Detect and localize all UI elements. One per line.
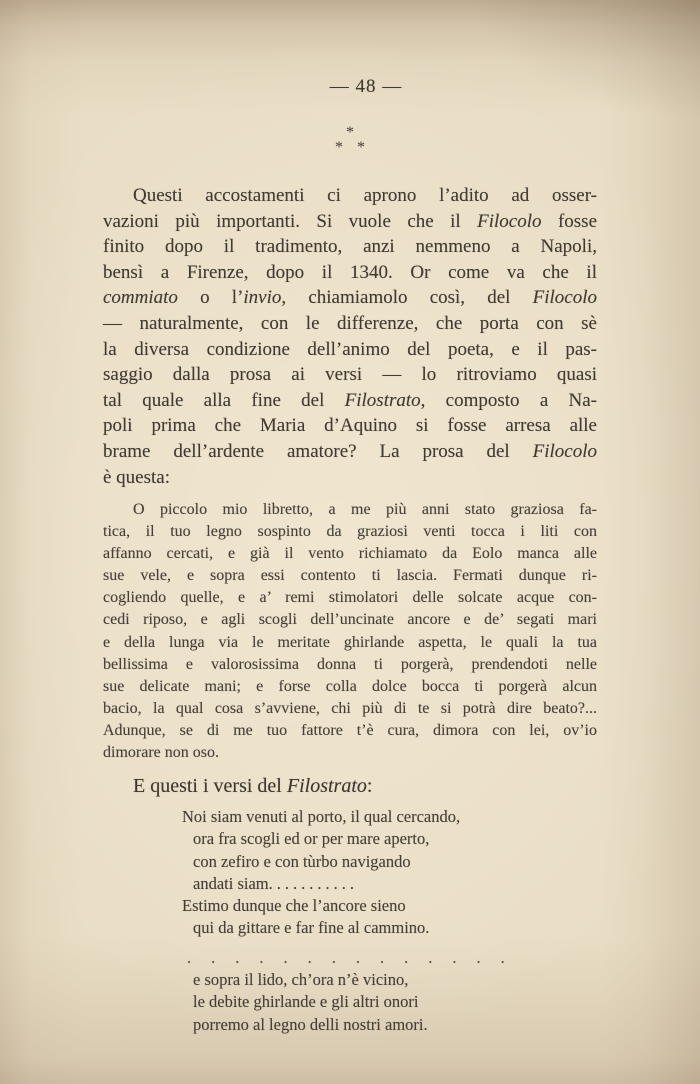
text-line xyxy=(193,917,597,939)
text-line xyxy=(187,940,597,969)
italic-term: Filocolo xyxy=(532,287,598,309)
text-segment: fosse xyxy=(541,210,597,232)
text-segment: Estimo dunque che l’ancore sieno xyxy=(182,896,406,916)
text-segment: e della lunga via le meritate ghirlande aspetta, le quali la tua xyxy=(103,633,597,651)
italic-term: Filocolo xyxy=(477,210,542,232)
text-segment: porremo al legno delli nostri amori. xyxy=(193,1014,428,1034)
text-segment: cogliendo quelle, e a’ remi stimolatori delle solcate acque con- xyxy=(103,589,597,607)
text-line xyxy=(103,742,597,764)
text-line xyxy=(103,439,597,465)
text-segment: la diversa condizione dell’animo del poeta, e il pas- xyxy=(103,338,597,360)
text-segment: tal quale alla fine del xyxy=(103,389,345,411)
text-line xyxy=(103,362,597,388)
text-segment: è questa: xyxy=(103,466,171,488)
italic-term: invio xyxy=(243,287,282,309)
text-line xyxy=(103,499,597,521)
italic-term: Filostrato xyxy=(344,389,421,411)
text-line xyxy=(103,720,597,742)
text-segment: O piccolo mio libretto, a me più anni stato graziosa fa- xyxy=(133,501,597,518)
text-line xyxy=(103,543,597,565)
text-segment: bensì a Firenze, dopo il 1340. Or come va che il xyxy=(103,261,597,283)
text-segment: , chiamiamolo così, del xyxy=(281,287,533,309)
text-segment: sue vele, e sopra essi contento ti lascia. Fermati dunque ri- xyxy=(103,567,597,585)
text-line xyxy=(103,337,597,363)
text-segment: Adunque, se di me tuo fattore t’è cura, dimora con lei, ov’io xyxy=(103,721,597,739)
text-line xyxy=(103,587,597,609)
text-line xyxy=(193,969,597,991)
text-line xyxy=(103,676,597,698)
text-segment: vazioni più importanti. Si vuole che il xyxy=(103,210,478,232)
text-segment: Noi siam venuti al porto, il qual cercando, xyxy=(182,807,461,826)
text-line xyxy=(193,828,597,850)
text-line xyxy=(193,1014,597,1036)
text-segment: cedi riposo, e agli scogli dell’uncinate ancore e de’ segati mari xyxy=(103,611,597,629)
text-segment: Questi accostamenti ci aprono l’adito ad osser- xyxy=(133,185,597,206)
asterisk-divider-bottom: * * xyxy=(335,139,365,156)
text-line xyxy=(103,698,597,720)
text-line xyxy=(103,413,597,439)
text-line xyxy=(103,388,597,414)
text-line xyxy=(103,234,597,260)
text-segment: saggio dalla prosa ai versi — lo ritroviamo quasi xyxy=(103,364,597,386)
text-segment: qui da gittare e far fine al cammino. xyxy=(193,918,430,938)
text-line xyxy=(193,991,597,1013)
text-line xyxy=(193,873,597,895)
text-line xyxy=(103,654,597,676)
text-segment: , composto a Na- xyxy=(420,389,597,411)
asterisk-divider-top: * xyxy=(346,124,354,141)
text-line xyxy=(103,609,597,631)
text-line xyxy=(103,209,597,235)
text-segment: ora fra scogli ed or per mare aperto, xyxy=(193,829,430,849)
text-segment: brame dell’ardente amatore? La prosa del xyxy=(103,440,533,462)
text-segment: affanno cercati, e già il vento richiamato da Eolo manca alle xyxy=(103,545,597,563)
text-segment: o l’ xyxy=(177,287,244,309)
text-segment: — naturalmente, con le differenze, che porta con sè xyxy=(103,312,597,334)
text-line xyxy=(103,311,597,337)
prose-quote-filocolo xyxy=(103,499,597,764)
text-segment: bacio, la qual cosa s’avviene, chi più di te si potrà dire beato?... xyxy=(103,699,597,717)
text-segment: andati siam xyxy=(193,873,269,893)
text-segment: con zefiro e con tùrbo navigando xyxy=(193,851,411,871)
text-segment: e sopra il lido, ch’ora n’è vicino, xyxy=(193,970,409,990)
text-segment: sue delicate mani; e forse colla dolce bocca ti porgerà alcun xyxy=(103,677,597,695)
text-line xyxy=(103,773,597,799)
italic-term: commiato xyxy=(103,287,178,309)
text-segment: : xyxy=(366,775,373,797)
verse-filostrato xyxy=(103,806,597,1036)
paragraph-intro xyxy=(103,183,597,490)
text-line xyxy=(193,851,597,873)
paragraph-verse-lead xyxy=(103,773,597,799)
text-line xyxy=(103,521,597,543)
text-segment: le debite ghirlande e gli altri onori xyxy=(193,992,419,1012)
text-segment: E questi i versi del xyxy=(133,775,287,797)
text-line xyxy=(103,285,597,311)
ellipsis-dots: ........... xyxy=(268,873,358,893)
italic-term: Filostrato xyxy=(286,775,367,797)
text-segment: bellissima e valorosissima donna ti porgerà, prendendoti nelle xyxy=(103,655,597,673)
text-line xyxy=(103,632,597,654)
text-line xyxy=(103,465,597,491)
ellipsis-dots: .............. xyxy=(187,947,525,967)
text-segment: dimorare non oso. xyxy=(103,744,219,762)
text-line xyxy=(182,895,597,917)
page-number: — 48 — xyxy=(329,76,403,97)
text-segment: tica, il tuo legno sospinto da graziosi venti tocca i liti con xyxy=(103,523,597,541)
text-line xyxy=(103,565,597,587)
text-line xyxy=(182,806,597,828)
text-line xyxy=(103,260,597,286)
text-segment: finito dopo il tradimento, anzi nemmeno a Napoli, xyxy=(103,236,597,258)
asterisk-divider xyxy=(0,125,700,155)
italic-term: Filocolo xyxy=(532,440,597,462)
text-segment: poli prima che Maria d’Aquino si fosse arresa alle xyxy=(103,415,597,437)
text-line xyxy=(103,183,597,209)
